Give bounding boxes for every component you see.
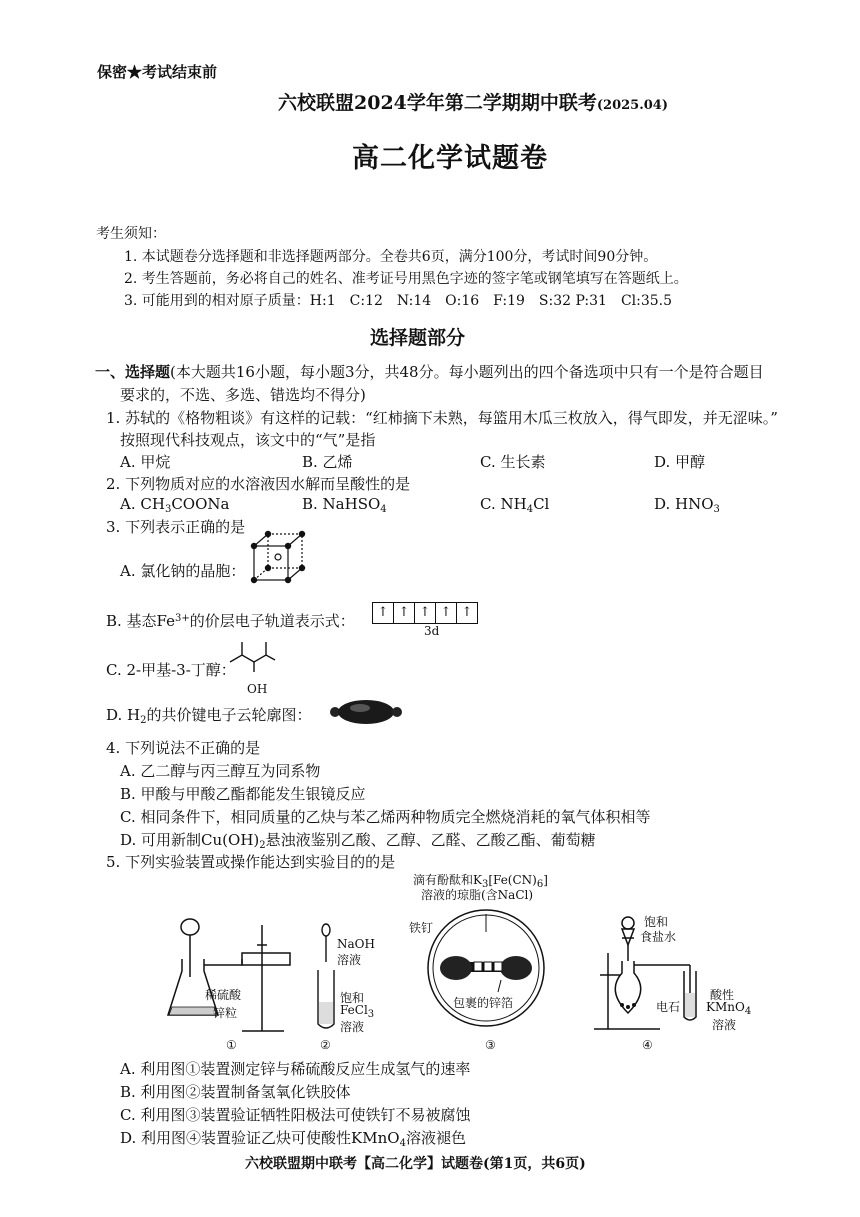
q1-stem-cont: 按照现代科技观点，该文中的“气”是指 (120, 431, 376, 449)
fig1-zinc-label: 锌粒 (213, 1006, 238, 1020)
q1-option-c: C. 生长素 (480, 453, 546, 471)
fig4-number: ④ (642, 1038, 653, 1052)
q3-option-a: A. 氯化钠的晶胞： (120, 562, 246, 580)
q5-option-a: A. 利用图①装置测定锌与稀硫酸反应生成氢气的速率 (120, 1060, 471, 1078)
notice-item-2: 2. 考生答题前，务必将自己的姓名、准考证号用黑色字迹的签字笔或钢笔填写在答题纸上。 (124, 271, 688, 287)
orbital-box: ↑ (461, 605, 473, 620)
q1-option-b: B. 乙烯 (302, 453, 353, 471)
notice-item-3: 3. 可能用到的相对原子质量：H:1 C:12 N:14 O:16 F:19 S:32 P:31 Cl:35.5 (124, 293, 673, 309)
fig1-acid-label: 稀硫酸 (205, 988, 242, 1002)
q2-option-d: D. $HNO_3$ (654, 495, 720, 515)
fig3-number: ③ (485, 1038, 496, 1052)
orbital-label: 3d (424, 624, 440, 638)
q4-option-d: D. 可用新制$Cu(OH)_2$悬浊液鉴别乙酸、乙醇、乙醛、乙酸乙酯、葡萄糖 (120, 831, 596, 851)
fig2-number: ② (320, 1038, 331, 1052)
fig4-calcium-carbide-label: 电石 (656, 1000, 681, 1014)
section-number: 一、选择题 (95, 363, 171, 381)
section-intro-line1 (95, 361, 764, 382)
fig4-solution-label: 溶液 (712, 1018, 737, 1032)
q2-option-a: A. $CH_3COONa$ (120, 495, 230, 515)
fig3-agar-label: 滴有酚酞和$K_3[Fe(CN)_6]$ (413, 873, 548, 890)
section-intro-text: (本大题共16小题，每小题3分，共48分。每小题列出的四个备选项中只有一个是符合题目 (170, 363, 764, 381)
h2-electron-cloud-icon (328, 697, 404, 727)
nacl-unit-cell-icon (248, 528, 310, 590)
notice-item-1: 1. 本试题卷分选择题和非选择题两部分。全卷共6页，满分100分，考试时间90分钟。 (124, 249, 658, 265)
fig2-saturated-label: 饱和 (340, 991, 365, 1005)
orbital-box: ↑ (415, 603, 436, 623)
page-footer: 六校联盟期中联考【高二化学】试题卷(第1页，共6页) (245, 1156, 586, 1172)
q2-option-b: B. NaHSO$_4$ (302, 495, 387, 515)
q3-stem: 3. 下列表示正确的是 (106, 518, 246, 536)
fig2-fecl3-label: FeCl$_3$ (340, 1003, 375, 1020)
fig3-zinc-label: 包裹的锌箔 (453, 996, 514, 1010)
fig1-number: ① (226, 1038, 237, 1052)
orbital-box: ↑ (373, 603, 394, 623)
fig2-solution-label: 溶液 (340, 1020, 365, 1034)
q2-option-c: C. $NH_4Cl$ (480, 495, 550, 515)
q1-option-d: D. 甲醇 (654, 453, 706, 471)
hydroxyl-label: OH (247, 682, 268, 696)
page-title: 高二化学试题卷 (352, 143, 548, 174)
fig4-saturated-label: 饱和 (644, 915, 669, 929)
q2-stem: 2. 下列物质对应的水溶液因水解而呈酸性的是 (106, 475, 411, 493)
q5-option-c: C. 利用图③装置验证牺牲阳极法可使铁钉不易被腐蚀 (120, 1106, 471, 1124)
fig4-brine-label: 食盐水 (640, 930, 677, 944)
fig4-acidic-label: 酸性 (710, 988, 735, 1002)
fig3-nail-label: 铁钉 (409, 921, 434, 935)
fig2-naoh-solution-label: 溶液 (337, 953, 362, 967)
orbital-box: ↑ (436, 603, 457, 623)
exam-name-text: 六校联盟2024学年第二学期期中联考 (278, 92, 597, 114)
q1-option-a: A. 甲烷 (120, 453, 171, 471)
q3-option-c: C. 2-甲基-3-丁醇： (106, 661, 236, 679)
orbital-box-group (372, 602, 478, 624)
exam-date: (2025.04) (596, 98, 668, 113)
q4-option-c: C. 相同条件下，相同质量的乙炔与苯乙烯两种物质完全燃烧消耗的氧气体积相等 (120, 808, 651, 826)
q5-stem: 5. 下列实验装置或操作能达到实验目的的是 (106, 853, 396, 871)
butanol-skeletal-formula-icon (228, 640, 278, 680)
confidential-mark: 保密★考试结束前 (97, 63, 218, 81)
q3-option-d: D. $H_2$的共价键电子云轮廓图： (106, 706, 312, 726)
exam-name (278, 88, 668, 115)
q4-option-b: B. 甲酸与甲酸乙酯都能发生银镜反应 (120, 785, 366, 803)
section-intro-line2: 要求的，不选、多选、错选均不得分) (120, 386, 366, 404)
section-title: 选择题部分 (370, 327, 466, 349)
q5-option-b: B. 利用图②装置制备氢氧化铁胶体 (120, 1083, 351, 1101)
orbital-box: ↑ (394, 603, 415, 623)
apparatus-3-icon (426, 904, 546, 1032)
q3-option-b: B. 基态$Fe^{3+}$的价层电子轨道表示式： (106, 612, 355, 630)
notice-heading: 考生须知： (96, 226, 166, 242)
q4-stem: 4. 下列说法不正确的是 (106, 739, 261, 757)
q5-option-d: D. 利用图④装置验证乙炔可使酸性KMnO$_4$溶液褪色 (120, 1129, 466, 1149)
fig3-agar-label-cont: 溶液的琼脂(含NaCl) (421, 888, 534, 902)
q1-stem: 1. 苏轼的《格物粗谈》有这样的记载：“红柿摘下未熟，每篮用木瓜三枚放入，得气即发，并无涩味。” (106, 409, 778, 427)
q4-option-a: A. 乙二醇与丙三醇互为同系物 (120, 762, 321, 780)
fig2-naoh-label: NaOH (337, 937, 375, 951)
fig4-kmno4-label: KMnO$_4$ (706, 1000, 752, 1017)
